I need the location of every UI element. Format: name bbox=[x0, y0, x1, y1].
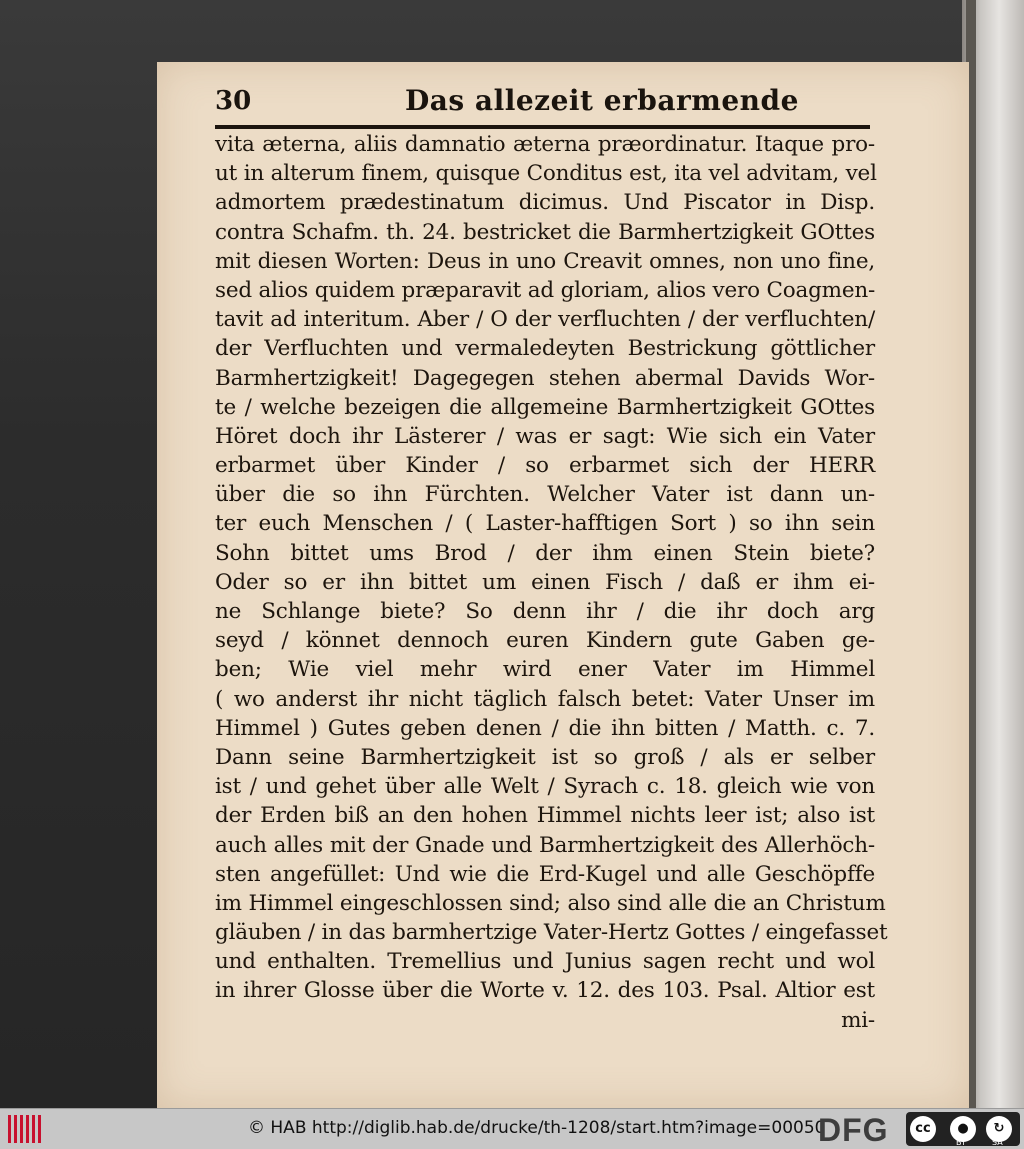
share-alike-icon: ↻ bbox=[986, 1116, 1012, 1142]
text-line: sed alios quidem præparavit ad gloriam, alios vero Coagmen- bbox=[215, 277, 876, 303]
body-text bbox=[215, 130, 888, 1035]
text-line: ( wo anderst ihr nicht täglich falsch betet: Vater Unser im bbox=[215, 686, 875, 712]
text-line: te / welche bezeigen die allgemeine Barmhertzigkeit GOttes bbox=[215, 394, 875, 420]
text-line: Barmhertzigkeit! Dagegegen stehen abermal Davids Wor- bbox=[215, 365, 875, 391]
header-rule bbox=[215, 125, 870, 129]
text-line: im Himmel eingeschlossen sind; also sind alle die an Christum bbox=[215, 890, 886, 916]
text-line: über die so ihn Fürchten. Welcher Vater ist dann un- bbox=[215, 482, 875, 508]
sa-label: SA bbox=[992, 1138, 1003, 1147]
text-line: seyd / könnet dennoch euren Kindern gute Gaben ge- bbox=[215, 628, 875, 654]
text-line: Dann seine Barmhertzigkeit ist so groß / als er selber bbox=[215, 744, 875, 770]
source-link[interactable]: © HAB http://diglib.hab.de/drucke/th-1208/start.htm?image=00050 bbox=[248, 1118, 826, 1138]
text-line: der Verfluchten und vermaledeyten Bestrickung göttlicher bbox=[215, 336, 875, 362]
text-line: auch alles mit der Gnade und Barmhertzigkeit des Allerhöch- bbox=[215, 832, 875, 858]
text-line: vita æterna, aliis damnatio æterna præordinatur. Itaque pro- bbox=[215, 132, 875, 157]
running-title: Das allezeit erbarmende bbox=[405, 84, 799, 117]
text-line: der Erden biß an den hohen Himmel nichts leer ist; also ist bbox=[215, 803, 875, 829]
text-line: Oder so er ihn bittet um einen Fisch / daß er ihm ei- bbox=[215, 569, 875, 595]
text-line: admortem prædestinatum dicimus. Und Piscator in Disp. bbox=[215, 190, 875, 216]
text-line: erbarmet über Kinder / so erbarmet sich der HERR bbox=[215, 453, 875, 479]
dfg-logo: DFG bbox=[818, 1112, 889, 1148]
text-line: Himmel ) Gutes geben denen / die ihn bitten / Matth. c. 7. bbox=[215, 715, 875, 741]
cc-license-badge[interactable] bbox=[906, 1112, 1020, 1146]
text-line: ist / und gehet über alle Welt / Syrach c. 18. gleich wie von bbox=[215, 774, 875, 800]
text-line: ut in alterum finem, quisque Conditus est, ita vel advitam, vel bbox=[215, 161, 877, 187]
by-label: BY bbox=[956, 1138, 966, 1147]
text-line: gläuben / in das barmhertzige Vater-Hertz Gottes / eingefasset bbox=[215, 920, 888, 946]
text-line: und enthalten. Tremellius und Junius sagen recht und wol bbox=[215, 949, 875, 975]
catchword: mi- bbox=[841, 1007, 875, 1033]
text-line: in ihrer Glosse über die Worte v. 12. des 103. Psal. Altior est bbox=[215, 978, 875, 1004]
text-line: contra Schafm. th. 24. bestricket die Barmhertzigkeit GOttes bbox=[215, 219, 875, 245]
text-line: Sohn bittet ums Brod / der ihm einen Stein biete? bbox=[215, 540, 875, 566]
text-line: ter euch Menschen / ( Laster-hafftigen Sort ) so ihn sein bbox=[215, 511, 875, 537]
text-line: sten angefüllet: Und wie die Erd-Kugel und alle Geschöpffe bbox=[215, 861, 875, 887]
text-line: ne Schlange biete? So denn ihr / die ihr doch arg bbox=[215, 599, 875, 624]
text-line: mit diesen Worten: Deus in uno Creavit omnes, non uno fine, bbox=[215, 248, 875, 274]
page-number: 30 bbox=[215, 86, 252, 116]
library-logo-icon bbox=[8, 1115, 42, 1143]
text-line: Höret doch ihr Lästerer / was er sagt: Wie sich ein Vater bbox=[215, 423, 875, 449]
cc-icon: cc bbox=[910, 1116, 936, 1142]
text-line: ben; Wie viel mehr wird ener Vater im Himmel bbox=[215, 657, 875, 683]
text-line: tavit ad interitum. Aber / O der verfluchten / der verfluchten/ bbox=[215, 307, 875, 333]
page-header bbox=[215, 86, 875, 122]
viewer-footer bbox=[0, 1108, 1024, 1149]
attribution-icon: ● bbox=[950, 1116, 976, 1142]
